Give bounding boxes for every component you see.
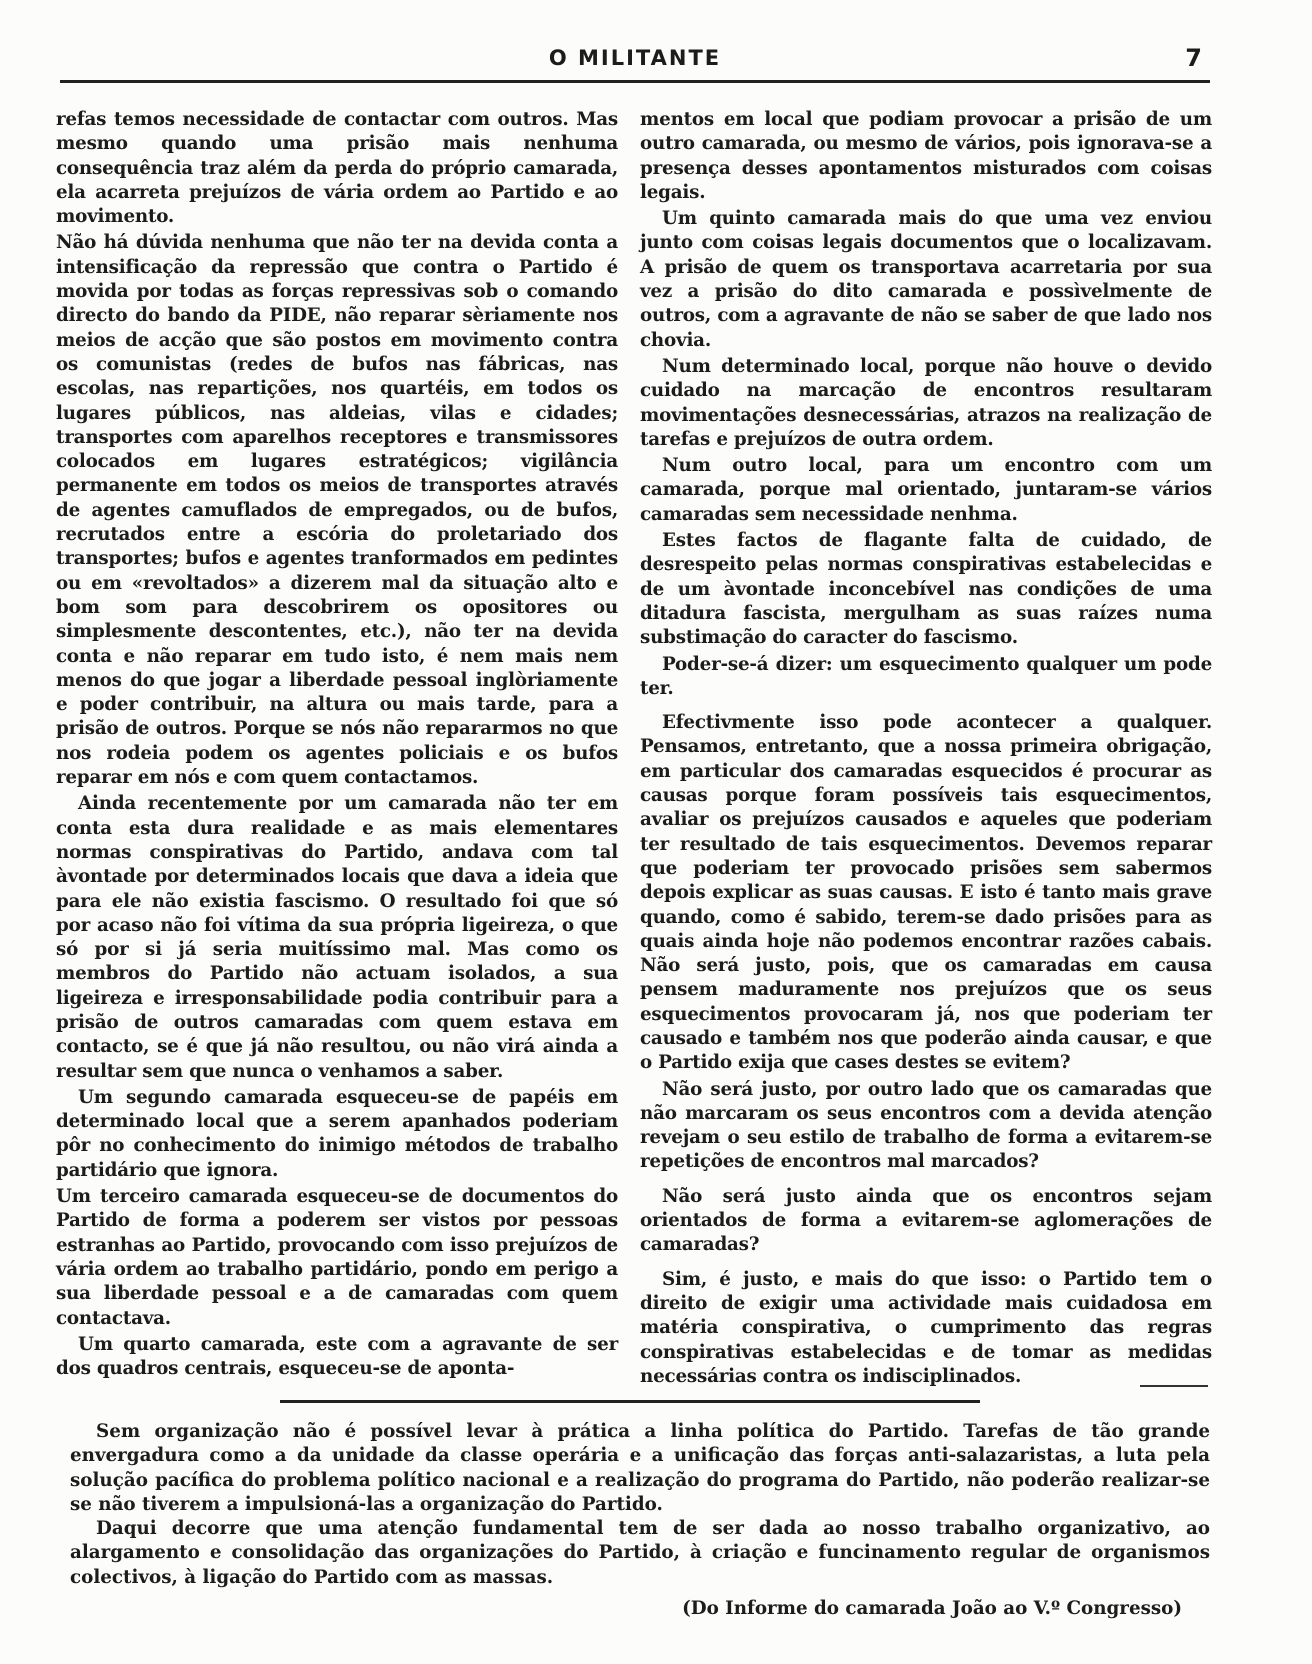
right-paragraph: Num determinado local, porque não houve o devido cuidado na marcação de encontros resultaram movimentações desnecessárias, atrazos na realização de tarefas e prejuízos de outra ordem. [640, 355, 1212, 450]
right-paragraph: Num outro local, para um encontro com um camarada, porque mal orientado, juntaram-se vários camaradas sem necessidade nenhma. [640, 455, 1212, 525]
right-paragraph: Estes factos de flagante falta de cuidado, de desrespeito pelas normas conspirativas estabelecidas e de um àvontade inconcebível nas condições de uma ditadura fascista, mergulham as suas raízes numa substimação do caracter do fascismo. [640, 530, 1212, 649]
page-header [60, 44, 1210, 80]
left-paragraph: Ainda recentemente por um camarada não ter em conta esta dura realidade e as mais elementares normas conspirativas do Partido, andava com tal àvontade por determinados locais que dava a ideia que para ele não existia fascismo. O resultado foi que só por acaso não foi vítima da sua própria ligeireza, o que só por si já seria muitíssimo mal. Mas como os membros do Partido não actuam isolados, a sua ligeireza e irresponsabilidade podia contribuir para a prisão de outros camaradas com quem estava em contacto, se é que já não resultou, ou não virá ainda a resultar sem que nunca o venhamos a saber. [56, 793, 618, 1082]
right-paragraph: Efectivmente isso pode acontecer a qualquer. Pensamos, entretanto, que a nossa primeira obrigação, em particular dos camaradas esquecidos é procurar as causas porque foram possíveis tais esquecimentos, avaliar os prejuízos causados e aqueles que poderiam ter resultado de tais esquecimentos. Devemos reparar que poderiam ter provocado prisões sem sabermos depois explicar as suas causas. E isto é tanto mais grave quando, como é sabido, terem-se dado prisões para as quais ainda hoje não podemos encontrar razões cabais. Não será justo, pois, que os camaradas em causa pensem maduramente nos prejuízos que os seus esquecimentos provocaram já, nos que poderiam ter causado e também nos que poderão ainda causar, e que o Partido exija que cases destes se evitem? [640, 712, 1212, 1074]
left-paragraph: Não há dúvida nenhuma que não ter na devida conta a intensificação da repressão que contra o Partido é movida por todas as forças repressivas sob o comando directo do bando da PIDE, não reparar sèriamente nos meios de acção que são postos em movimento contra os comunistas (redes de bufos nas fábricas, nas escolas, nas repartições, nos quartéis, em todos os lugares públicos, nas aldeias, vilas e cidades; transportes com aparelhos receptores e transmissores colocados em lugares estratégicos; vigilância permanente em todos os meios de transportes através de agentes camuflados de empregados, ou de bufos, recrutados entre a escória do proletariado dos transportes; bufos e agentes tranformados em pedintes ou em «revoltados» a dizerem mal da situação alto e bom som para descobrirem os opositores ou simplesmente descontentes, etc.), não ter na devida conta e não reparar em tudo isto, é nem mais nem menos do que jogar a liberdade pessoal inglòriamente e poder contribuir, na altura ou mais tarde, para a prisão de outros. Porque se nós não repararmos no que nos rodeia podem os agentes policiais e os bufos reparar em nós e com quem contactamos. [56, 232, 618, 789]
publication-title: O MILITANTE [548, 46, 722, 70]
left-column [56, 108, 618, 1383]
page-number: 7 [1185, 44, 1202, 72]
section-divider [280, 1400, 980, 1403]
right-paragraph: Sim, é justo, e mais do que isso: o Partido tem o direito de exigir uma actividade mais cuidadosa em matéria conspirativa, o cumprimento das regras conspirativas estabelecidas e de tomar as medidas necessárias contra os indisciplinados. [640, 1268, 1212, 1387]
left-paragraph: Um segundo camarada esqueceu-se de papéis em determinado local que a serem apanhados poderiam pôr no conhecimento do inimigo métodos de trabalho partidário que ignora. [56, 1086, 618, 1181]
right-paragraph: mentos em local que podiam provocar a prisão de um outro camarada, ou mesmo de vários, pois ignorava-se a presença desses apontamentos misturados com coisas legais. [640, 109, 1212, 203]
right-column [640, 108, 1212, 1391]
left-paragraph: refas temos necessidade de contactar com outros. Mas mesmo quando uma prisão mais nenhuma consequência traz além da perda do próprio camarada, ela acarreta prejuízos de vária ordem ao Partido e ao movimento. [56, 109, 618, 228]
quote-box [70, 1420, 1210, 1590]
quote-paragraph: Sem organização não é possível levar à prática a linha política do Partido. Tarefas de tão grande envergadura como a da unidade da classe operária e a unificação das forças anti-salazaristas, a luta pela solução pacífica do problema político nacional e a realização do programa do Partido, não poderão realizar-se se não tiverem a impulsioná-las a organização do Partido. [70, 1421, 1210, 1515]
right-paragraph: Poder-se-á dizer: um esquecimento qualquer um pode ter. [640, 653, 1212, 699]
header-rule [60, 80, 1210, 83]
article-end-mark [1140, 1385, 1208, 1387]
left-paragraph: Um quarto camarada, este com a agravante de ser dos quadros centrais, esqueceu-se de aponta- [56, 1333, 618, 1380]
quote-paragraph: Daqui decorre que uma atenção fundamental tem de ser dada ao nosso trabalho organizativo, ao alargamento e consolidação das organizações do Partido, à criação e funcinamento regular de organismos colectivos, à ligação do Partido com as massas. [70, 1518, 1210, 1588]
right-paragraph: Não será justo ainda que os encontros sejam orientados de forma a evitarem-se aglomerações de camaradas? [640, 1185, 1212, 1256]
right-paragraph: Um quinto camarada mais do que uma vez enviou junto com coisas legais documentos que o localizavam. A prisão de quem os transportava acarretaria por sua vez a prisão do dito camarada e possìvelmente de outros, com a agravante de não se saber de que lado nos chovia. [640, 208, 1212, 351]
left-paragraph: Um terceiro camarada esqueceu-se de documentos do Partido de forma a poderem ser vistos por pessoas estranhas ao Partido, provocando com isso prejuízos de vária ordem ao trabalho partidário, pondo em perigo a sua liberdade pessoal e a de camaradas com quem contactava. [56, 1186, 618, 1329]
right-paragraph: Não será justo, por outro lado que os camaradas que não marcaram os seus encontros com a devida atenção revejam o seu estilo de trabalho de forma a evitarem-se repetições de encontros mal marcados? [640, 1078, 1212, 1173]
quote-attribution: (Do Informe do camarada João ao V.º Congresso) [682, 1598, 1182, 1619]
